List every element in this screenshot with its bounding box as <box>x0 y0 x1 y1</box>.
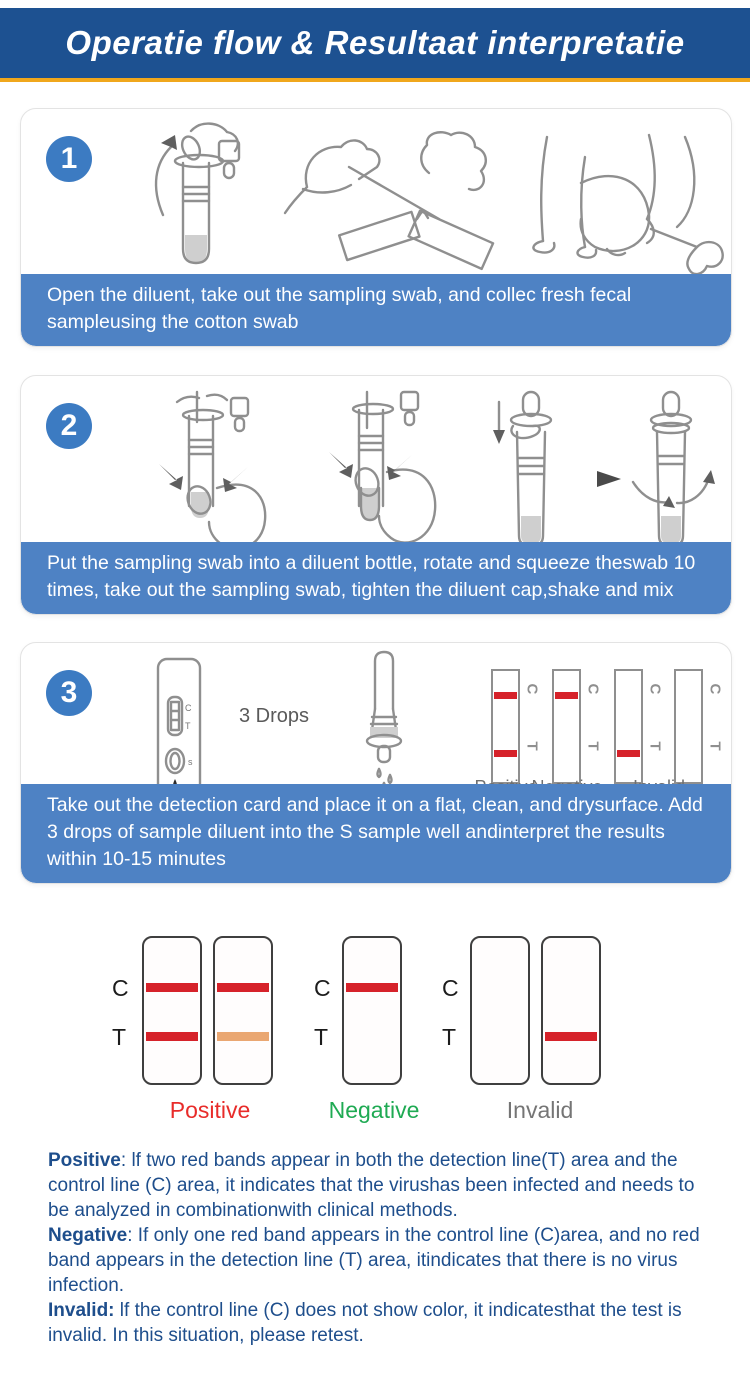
step2-card <box>20 375 732 615</box>
cassette-t-label: T <box>185 721 191 731</box>
step1-caption: Open the diluent, take out the sampling swab, and collec fresh fecal sampleusing the cotton swab <box>21 274 731 346</box>
result-strip-positive-2 <box>213 936 273 1085</box>
note-negative: Negative: If only one red band appears in the control line (C)area, and no red band appears in the detection line (T) area, itindicates that there is no virus infection. <box>48 1225 700 1296</box>
c-line-label: C <box>442 975 459 1001</box>
result-label-negative: Negative <box>328 1097 420 1123</box>
open-diluent-illustration <box>131 121 261 291</box>
test-cassette-illustration <box>154 657 214 803</box>
mini-c-mark: C <box>706 683 724 695</box>
t-line-label: T <box>112 1024 127 1050</box>
cassette-s-label: s <box>188 757 193 767</box>
mini-t-mark: T <box>584 741 602 751</box>
header-banner <box>0 8 750 82</box>
cat-swab-illustration <box>489 131 732 281</box>
result-strip-invalid-2 <box>541 936 601 1085</box>
mini-t-mark: T <box>706 741 724 751</box>
step3-caption: Take out the detection card and place it on a flat, clean, and drysurface. Add 3 drops of sample diluent into the S sample well andinterpret the results within 10-15 minutes <box>21 784 731 883</box>
cassette-c-label: C <box>185 703 192 713</box>
step1-card <box>20 108 732 347</box>
shake-mix-illustration <box>623 386 718 558</box>
result-notes <box>48 1148 706 1348</box>
mini-c-mark: C <box>584 683 602 695</box>
mini-c-mark: C <box>523 683 541 695</box>
note-invalid: Invalid: lf the control line (C) does not show color, it indicatesthat the test is invalid. In this situation, please retest. <box>48 1300 682 1346</box>
result-strip-invalid-1 <box>470 936 530 1085</box>
take-swab-illustration <box>279 127 509 277</box>
squeeze-swab-illustration-2 <box>303 388 443 563</box>
t-line-label: T <box>314 1024 329 1050</box>
mini-strip-invalid-2 <box>674 669 703 784</box>
step2-caption: Put the sampling swab into a diluent bottle, rotate and squeeze theswab 10 times, take out the sampling swab, tighten the diluent cap,shake and mix <box>21 542 731 614</box>
result-strip-positive-1 <box>142 936 202 1085</box>
mini-t-mark: T <box>523 741 541 751</box>
mini-strip-invalid-1 <box>614 669 643 784</box>
c-line-label: C <box>112 975 129 1001</box>
c-line-label: C <box>314 975 331 1001</box>
mini-c-mark: C <box>646 683 664 695</box>
mini-t-mark: T <box>646 741 664 751</box>
mini-strip-positive <box>491 669 520 784</box>
step3-card <box>20 642 732 884</box>
note-positive: Positive: lf two red bands appear in both the detection line(T) area and the control line (C) area, it indicates that the virushas been infected and needs to be analyzed in combinationwith clinical methods. <box>48 1150 695 1221</box>
step3-number-badge: 3 <box>46 670 92 716</box>
mini-strip-negative <box>552 669 581 784</box>
page-title: Operatie flow & Resultaat interpretatie <box>65 24 685 61</box>
tighten-cap-illustration <box>489 386 574 558</box>
t-line-label: T <box>442 1024 457 1050</box>
result-label-invalid: Invalid <box>506 1097 574 1123</box>
drops-count-label: 3 Drops <box>239 705 310 727</box>
squeeze-swab-illustration-1 <box>133 388 273 563</box>
step2-number-badge: 2 <box>46 403 92 449</box>
result-label-positive: Positive <box>169 1097 251 1123</box>
step1-number-badge: 1 <box>46 136 92 182</box>
right-arrow-icon <box>579 464 623 494</box>
result-strip-negative <box>342 936 402 1085</box>
